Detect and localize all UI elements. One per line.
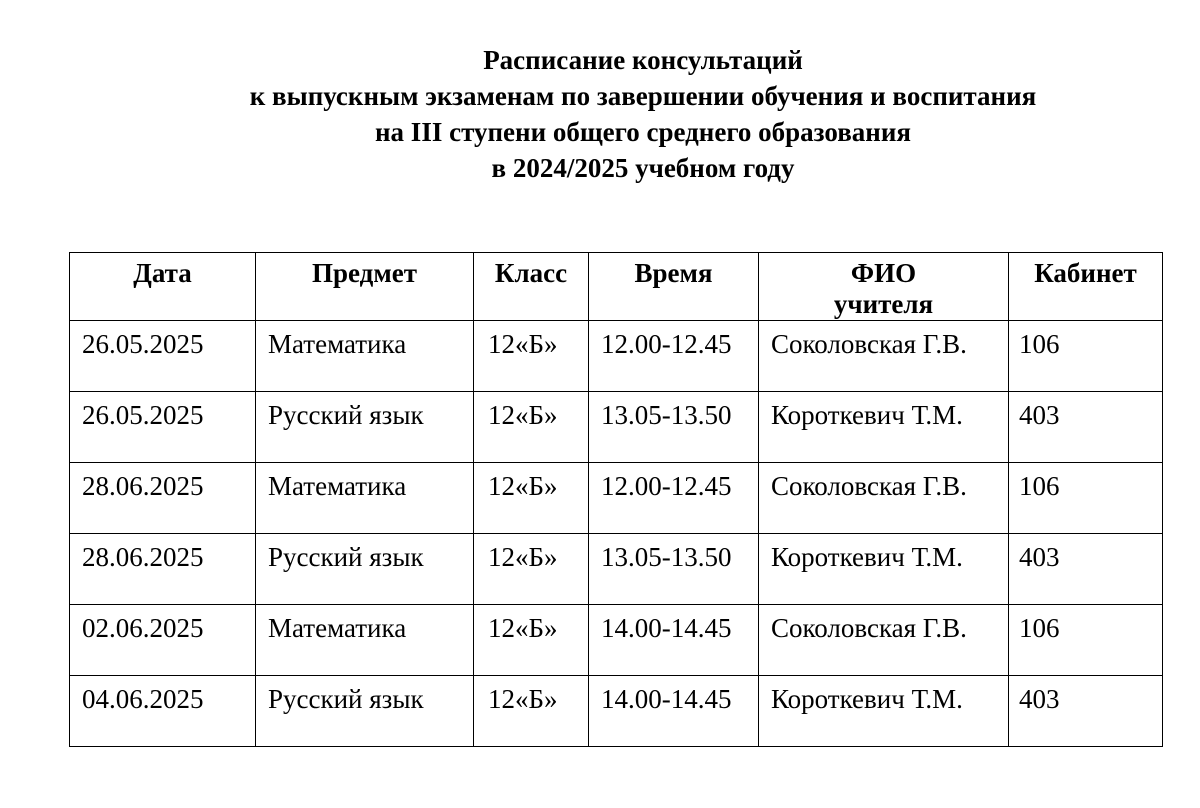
cell-time: 14.00-14.45 [589, 676, 759, 747]
header-class: Класс [474, 253, 589, 321]
cell-class: 12«Б» [474, 321, 589, 392]
cell-class: 12«Б» [474, 605, 589, 676]
cell-room: 403 [1009, 392, 1163, 463]
cell-time: 13.05-13.50 [589, 392, 759, 463]
cell-date: 26.05.2025 [70, 392, 256, 463]
cell-room: 106 [1009, 605, 1163, 676]
cell-subject: Русский язык [256, 676, 474, 747]
cell-subject: Математика [256, 605, 474, 676]
cell-date: 26.05.2025 [70, 321, 256, 392]
cell-teacher: Короткевич Т.М. [759, 676, 1009, 747]
cell-subject: Русский язык [256, 534, 474, 605]
cell-date: 28.06.2025 [70, 463, 256, 534]
cell-teacher: Соколовская Г.В. [759, 463, 1009, 534]
table-row [70, 463, 1163, 534]
cell-room: 403 [1009, 534, 1163, 605]
cell-teacher: Соколовская Г.В. [759, 605, 1009, 676]
header-teacher-line-1: ФИО [850, 258, 917, 288]
cell-room: 106 [1009, 463, 1163, 534]
cell-teacher: Соколовская Г.В. [759, 321, 1009, 392]
cell-date: 04.06.2025 [70, 676, 256, 747]
header-time: Время [589, 253, 759, 321]
cell-teacher: Короткевич Т.М. [759, 534, 1009, 605]
header-room: Кабинет [1009, 253, 1163, 321]
table-row [70, 392, 1163, 463]
title-line-1: Расписание консультаций [483, 45, 803, 75]
cell-class: 12«Б» [474, 463, 589, 534]
table-header-row [70, 253, 1163, 321]
cell-date: 28.06.2025 [70, 534, 256, 605]
cell-time: 12.00-12.45 [589, 463, 759, 534]
cell-class: 12«Б» [474, 676, 589, 747]
table-row [70, 534, 1163, 605]
cell-time: 13.05-13.50 [589, 534, 759, 605]
table-row [70, 321, 1163, 392]
table-row [70, 676, 1163, 747]
cell-class: 12«Б» [474, 534, 589, 605]
header-date: Дата [70, 253, 256, 321]
header-subject: Предмет [256, 253, 474, 321]
cell-time: 12.00-12.45 [589, 321, 759, 392]
cell-subject: Русский язык [256, 392, 474, 463]
cell-room: 106 [1009, 321, 1163, 392]
table-row [70, 605, 1163, 676]
header-teacher [759, 253, 1009, 321]
cell-subject: Математика [256, 321, 474, 392]
title-line-2: к выпускным экзаменам по завершении обучения и воспитания [249, 81, 1037, 111]
cell-teacher: Короткевич Т.М. [759, 392, 1009, 463]
cell-room: 403 [1009, 676, 1163, 747]
schedule-table [69, 252, 1163, 747]
cell-subject: Математика [256, 463, 474, 534]
title-line-3: на III ступени общего среднего образования [375, 117, 911, 147]
title-line-4: в 2024/2025 учебном году [491, 153, 795, 183]
document-title [0, 42, 1200, 186]
cell-time: 14.00-14.45 [589, 605, 759, 676]
cell-class: 12«Б» [474, 392, 589, 463]
cell-date: 02.06.2025 [70, 605, 256, 676]
header-teacher-line-2: учителя [833, 289, 934, 319]
